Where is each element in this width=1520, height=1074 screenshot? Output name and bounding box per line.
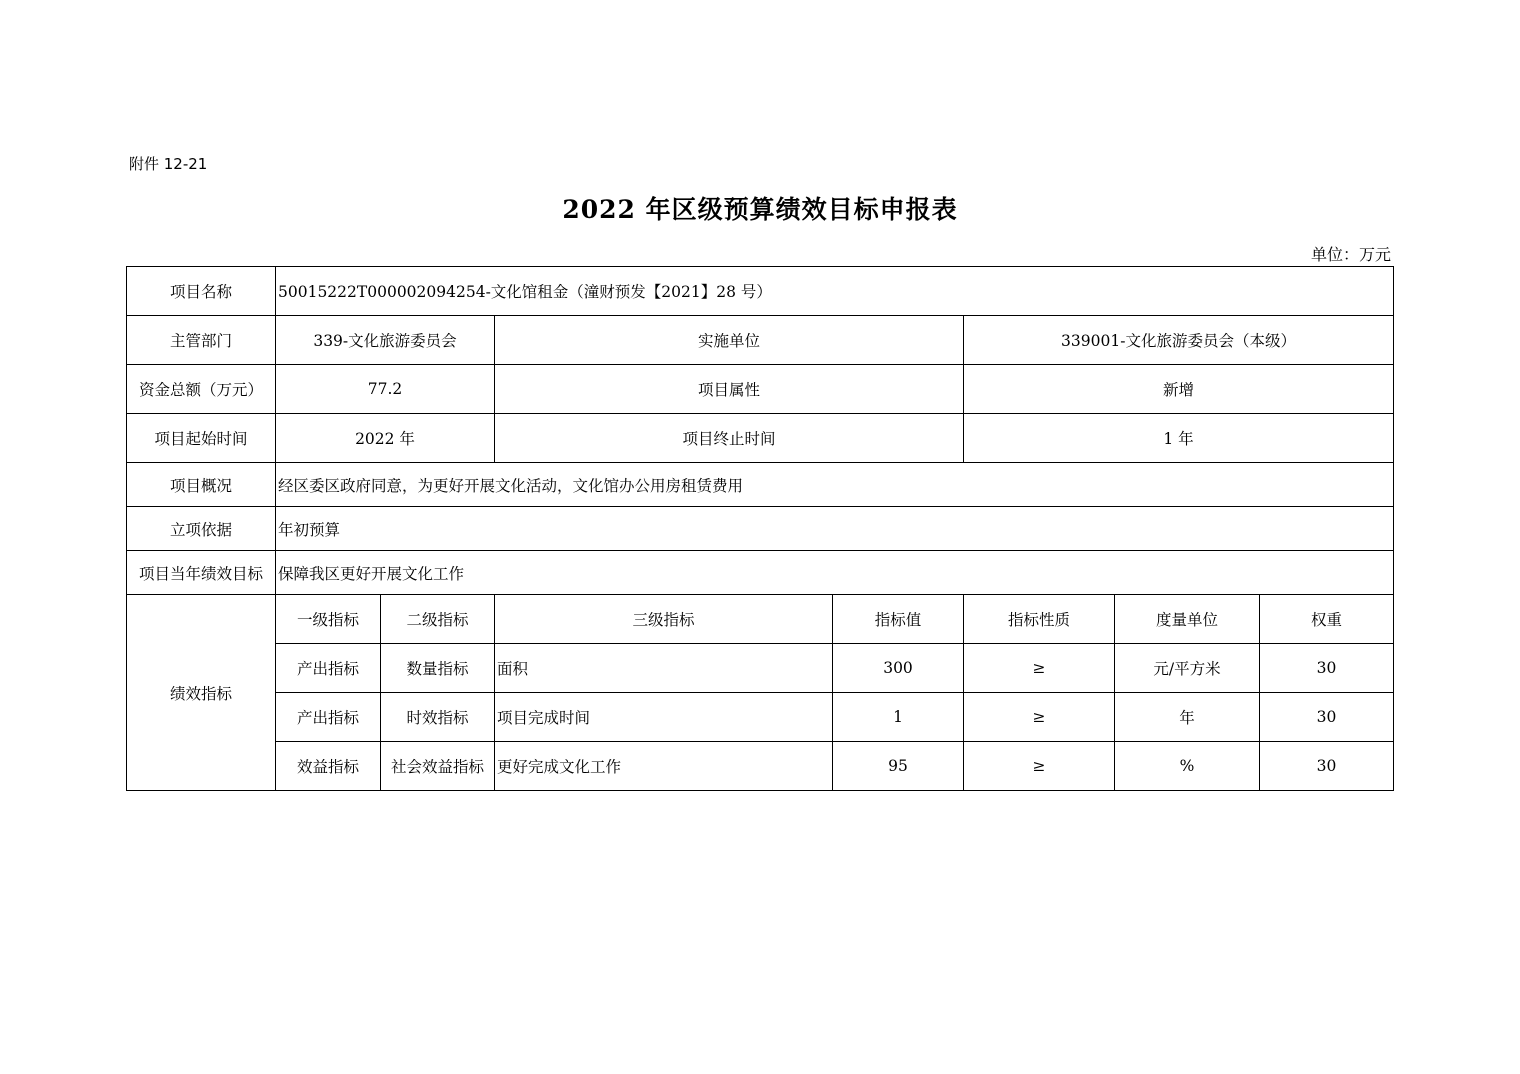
perf-header-row (127, 595, 1394, 644)
overview-label: 项目概况 (127, 463, 276, 507)
start-time-label: 项目起始时间 (127, 414, 276, 463)
table-row (127, 693, 1394, 742)
perf-header-cell: 二级指标 (381, 595, 495, 644)
funds-row (127, 365, 1394, 414)
page-title: 2022 年区级预算绩效目标申报表 (562, 195, 958, 224)
attr-label: 项目属性 (495, 365, 964, 414)
basis-row (127, 507, 1394, 551)
perf-header-cell: 度量单位 (1115, 595, 1260, 644)
budget-table (126, 266, 1394, 791)
basis-label: 立项依据 (127, 507, 276, 551)
table-cell: 1 (833, 693, 964, 742)
goal-value: 保障我区更好开展文化工作 (276, 551, 1394, 595)
table-cell: 年 (1115, 693, 1260, 742)
table-cell: 效益指标 (276, 742, 381, 791)
table-cell: 30 (1260, 644, 1394, 693)
dept-row (127, 316, 1394, 365)
funds-label: 资金总额（万元） (127, 365, 276, 414)
table-cell: ≥ (964, 644, 1115, 693)
goal-row (127, 551, 1394, 595)
unit-label: 单位：万元 (1310, 245, 1391, 264)
project-name-row (127, 267, 1394, 316)
dept-label: 主管部门 (127, 316, 276, 365)
project-name-label: 项目名称 (127, 267, 276, 316)
table-row (127, 742, 1394, 791)
table-cell: 社会效益指标 (381, 742, 495, 791)
attr-value: 新增 (964, 365, 1394, 414)
dept-value: 339-文化旅游委员会 (276, 316, 495, 365)
end-time-label: 项目终止时间 (495, 414, 964, 463)
basis-value: 年初预算 (276, 507, 1394, 551)
end-time-value: 1 年 (964, 414, 1394, 463)
overview-row (127, 463, 1394, 507)
table-cell: 项目完成时间 (495, 693, 833, 742)
table-cell: 30 (1260, 742, 1394, 791)
impl-label: 实施单位 (495, 316, 964, 365)
table-cell: 300 (833, 644, 964, 693)
perf-header-cell: 指标值 (833, 595, 964, 644)
table-cell: 30 (1260, 693, 1394, 742)
project-name-value: 50015222T000002094254-文化馆租金（潼财预发【2021】28 号） (276, 267, 1394, 316)
perf-header-cell: 三级指标 (495, 595, 833, 644)
table-cell: 数量指标 (381, 644, 495, 693)
impl-value: 339001-文化旅游委员会（本级） (964, 316, 1394, 365)
table-cell: % (1115, 742, 1260, 791)
perf-header-cell: 指标性质 (964, 595, 1115, 644)
overview-value: 经区委区政府同意，为更好开展文化活动，文化馆办公用房租赁费用 (276, 463, 1394, 507)
funds-value: 77.2 (276, 365, 495, 414)
perf-header-cell: 一级指标 (276, 595, 381, 644)
perf-header-cell: 权重 (1260, 595, 1394, 644)
table-cell: 95 (833, 742, 964, 791)
goal-label: 项目当年绩效目标 (127, 551, 276, 595)
time-row (127, 414, 1394, 463)
table-row (127, 644, 1394, 693)
perf-label: 绩效指标 (127, 595, 276, 791)
table-cell: 产出指标 (276, 693, 381, 742)
table-cell: 产出指标 (276, 644, 381, 693)
table-cell: ≥ (964, 693, 1115, 742)
table-cell: 面积 (495, 644, 833, 693)
attachment-label: 附件 12-21 (129, 155, 208, 173)
table-cell: 元/平方米 (1115, 644, 1260, 693)
start-time-value: 2022 年 (276, 414, 495, 463)
table-cell: 时效指标 (381, 693, 495, 742)
table-cell: 更好完成文化工作 (495, 742, 833, 791)
table-cell: ≥ (964, 742, 1115, 791)
